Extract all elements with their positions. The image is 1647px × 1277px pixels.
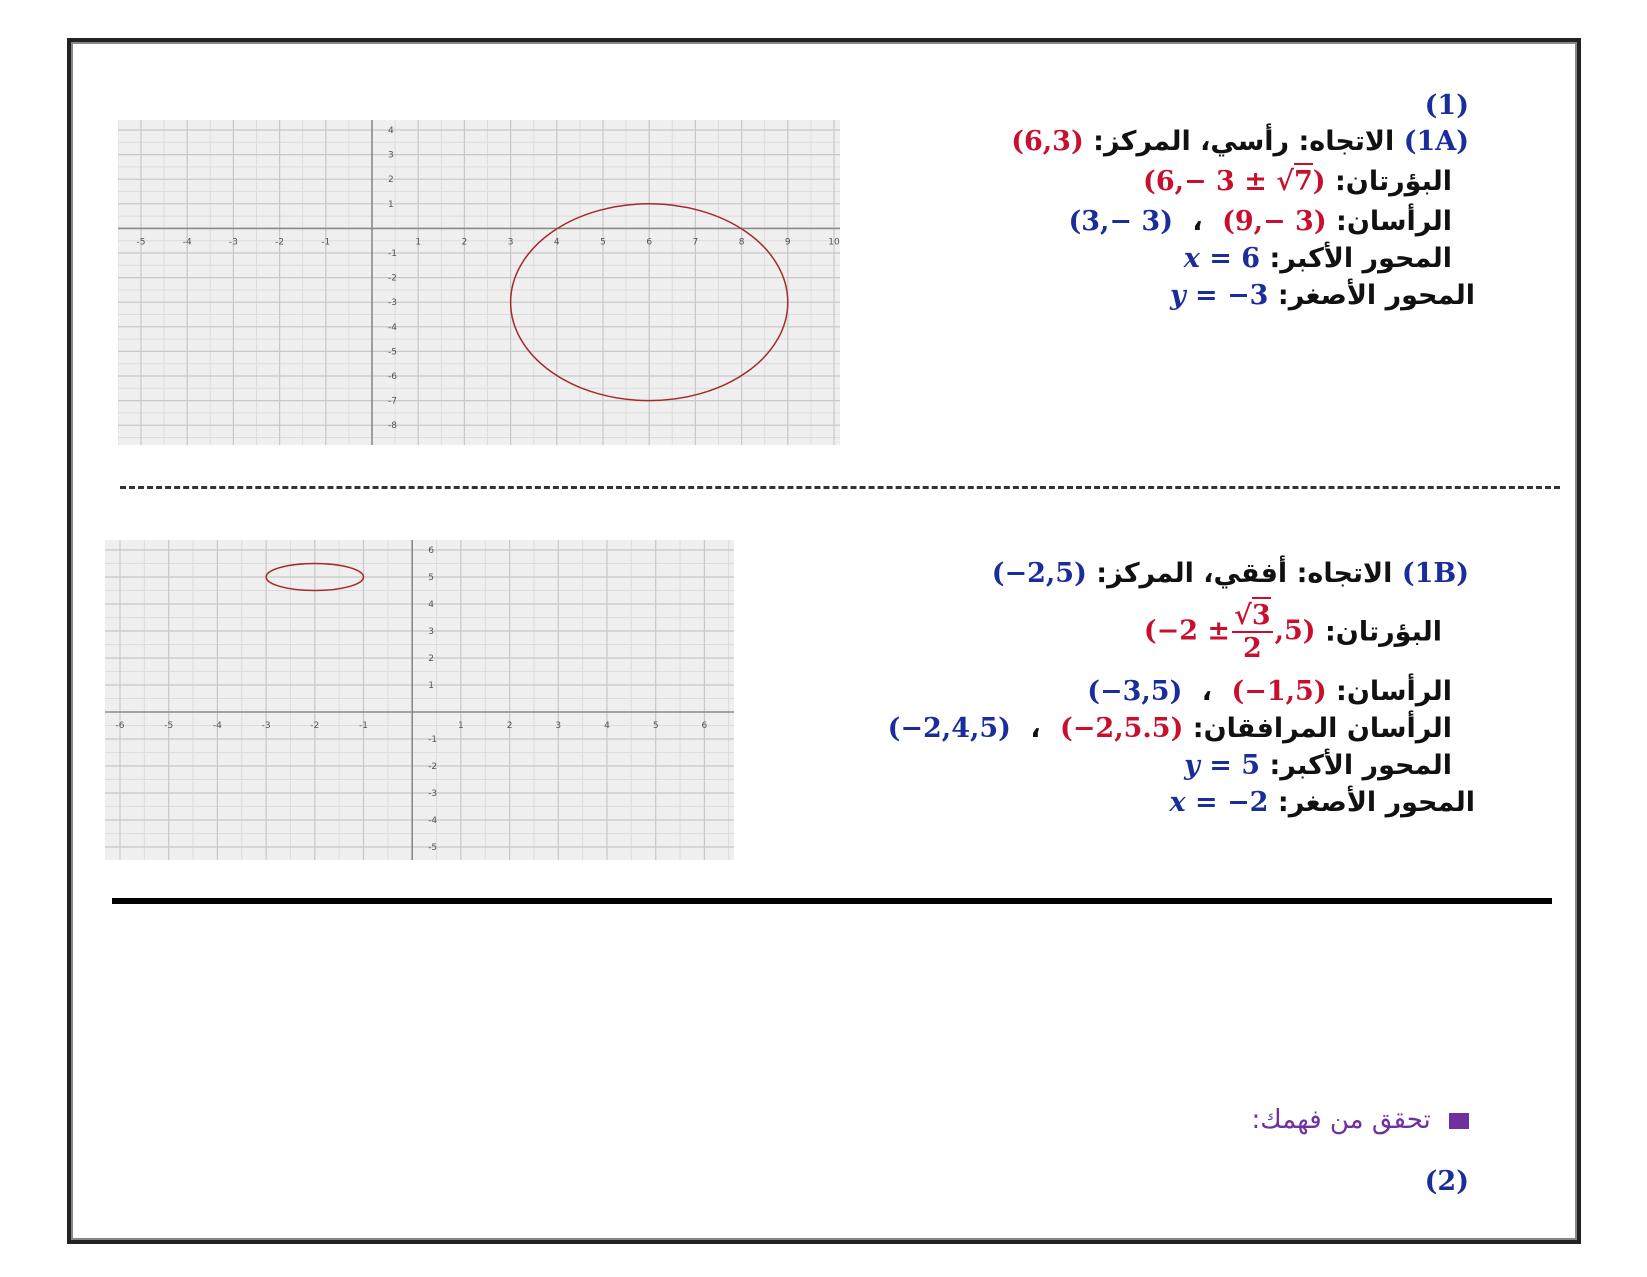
- section-divider-solid: [112, 898, 1552, 904]
- part-1a-foci-line: [1143, 166, 1452, 197]
- g1-y-tick-label: -6: [388, 372, 397, 382]
- part-1b-covertex-1: (−2,5.5): [1060, 713, 1184, 744]
- part-1b-vertex-1: (−1,5): [1231, 676, 1327, 707]
- g2-y-tick-label: -3: [428, 789, 438, 799]
- g2-y-tick-label: -4: [428, 816, 438, 826]
- part-1a-minor-label: المحور الأصغر:: [1277, 280, 1475, 311]
- g1-y-tick-label: 4: [388, 126, 394, 136]
- g2-y-tick-label: -2: [428, 762, 438, 772]
- g2-y-tick-label: 6: [428, 546, 434, 556]
- part-1a-foci-label: البؤرتان:: [1334, 166, 1452, 197]
- g1-x-tick-label: 1: [415, 237, 422, 248]
- g1-y-tick-label: -5: [388, 347, 397, 358]
- graph-1: [118, 120, 840, 445]
- g1-x-tick-label: -1: [321, 237, 331, 248]
- part-1a-vertex-1: (9,− 3): [1222, 206, 1327, 237]
- part-1a-vertex-2: (3,− 3): [1068, 206, 1173, 237]
- g2-x-tick-label: 4: [604, 721, 610, 731]
- g1-y-tick-label: -3: [388, 298, 397, 309]
- part-1a-major-value: x = 6: [1183, 243, 1261, 274]
- graph-2-background: [105, 540, 734, 860]
- g1-y-tick-label: -2: [388, 273, 397, 284]
- g1-x-tick-label: 9: [784, 237, 791, 248]
- g2-x-tick-label: 6: [701, 721, 708, 731]
- part-1b-vertex-2: (−3,5): [1087, 676, 1183, 707]
- g1-y-tick-label: 3: [388, 150, 394, 161]
- part-1a-direction-line: [1011, 126, 1469, 157]
- part-1b-covertex-2: (−2,4,5): [887, 713, 1011, 744]
- g1-y-tick-label: -7: [388, 396, 397, 407]
- g1-x-tick-label: 5: [600, 237, 606, 248]
- g2-y-tick-label: 3: [428, 627, 434, 637]
- part-1b-major-axis-line: [1184, 750, 1452, 781]
- problem-2-label: (2): [1424, 1166, 1469, 1197]
- graph-2: [105, 540, 734, 860]
- part-1b-major-value: y = 5: [1184, 750, 1261, 781]
- part-1b-minor-value: x = −2: [1169, 787, 1269, 818]
- g1-x-tick-label: -3: [228, 237, 238, 248]
- square-bullet-icon: [1449, 1113, 1469, 1129]
- part-1a-direction-text: الاتجاه: رأسي، المركز:: [1093, 126, 1395, 157]
- part-1a-center: (6,3): [1011, 126, 1084, 157]
- part-1a-label: (1A): [1403, 126, 1469, 157]
- part-1b-vertices-label: الرأسان:: [1336, 676, 1452, 707]
- g2-y-tick-label: 4: [428, 600, 434, 610]
- problem-1-label: (1): [1424, 90, 1469, 121]
- part-1a-vertices-label: الرأسان:: [1336, 206, 1452, 237]
- part-1b-minor-axis-line: [1170, 787, 1475, 818]
- part-1b-major-label: المحور الأكبر:: [1269, 750, 1452, 781]
- g2-y-tick-label: -5: [428, 843, 438, 853]
- part-1b-covertices-line: [888, 713, 1452, 744]
- section-divider-dashed: [120, 486, 1560, 489]
- g1-x-tick-label: -4: [182, 237, 192, 248]
- g1-x-tick-label: -2: [275, 237, 285, 248]
- part-1b-foci-label: البؤرتان:: [1324, 616, 1442, 648]
- check-understanding-heading: تحقق من فهمك:: [1252, 1105, 1470, 1135]
- g1-y-tick-label: 1: [388, 199, 394, 210]
- part-1b-direction-line: [992, 558, 1469, 589]
- part-1a-minor-value: y = −3: [1169, 280, 1269, 311]
- part-1b-label: (1B): [1401, 558, 1469, 589]
- g1-x-tick-label: 8: [738, 237, 745, 248]
- g2-x-tick-label: -3: [261, 721, 271, 731]
- part-1b-direction-text: الاتجاه: أفقي، المركز:: [1096, 558, 1393, 589]
- g2-y-tick-label: 5: [428, 573, 434, 583]
- g1-x-tick-label: 7: [692, 237, 699, 248]
- part-1b-minor-label: المحور الأصغر:: [1277, 787, 1475, 818]
- g1-y-tick-label: -1: [388, 249, 397, 259]
- g2-x-tick-label: 1: [458, 721, 464, 731]
- g2-x-tick-label: 2: [506, 721, 513, 731]
- g1-x-tick-label: 6: [646, 237, 653, 248]
- g2-x-tick-label: -6: [115, 721, 125, 731]
- g1-y-tick-label: -8: [388, 421, 397, 432]
- g2-y-tick-label: -1: [428, 735, 438, 745]
- g1-x-tick-label: 4: [553, 237, 560, 248]
- g1-y-tick-label: 2: [388, 175, 394, 186]
- g2-y-tick-label: 1: [428, 681, 434, 691]
- separator: ،: [1030, 713, 1041, 744]
- separator: ،: [1201, 676, 1213, 707]
- part-1b-covertices-label: الرأسان المرافقان:: [1192, 713, 1452, 744]
- graph-1-background: [118, 120, 840, 445]
- g2-x-tick-label: 3: [555, 721, 562, 731]
- g2-y-tick-label: 2: [428, 654, 434, 664]
- part-1a-major-axis-line: [1184, 243, 1452, 274]
- g2-x-tick-label: -2: [310, 721, 320, 731]
- part-1a-vertices-line: [1068, 206, 1452, 237]
- part-1a-major-label: المحور الأكبر:: [1269, 243, 1452, 274]
- part-1a-minor-axis-line: [1170, 280, 1475, 311]
- part-1a-foci-value: (6,− 3 ± √7): [1143, 166, 1326, 197]
- part-1b-foci-line: [1144, 602, 1442, 662]
- g2-x-tick-label: -5: [164, 721, 174, 731]
- g1-x-tick-label: -5: [136, 237, 146, 248]
- g2-x-tick-label: -4: [212, 721, 222, 731]
- g2-x-tick-label: 5: [652, 721, 659, 731]
- g1-x-tick-label: 2: [461, 237, 468, 248]
- part-1b-center: (−2,5): [991, 558, 1087, 589]
- separator: ،: [1192, 206, 1203, 237]
- part-1b-vertices-line: [1087, 676, 1452, 707]
- g1-x-tick-label: 3: [507, 237, 514, 248]
- g1-x-tick-label: 10: [828, 237, 840, 248]
- g1-y-tick-label: -4: [388, 322, 397, 333]
- g2-x-tick-label: -1: [359, 721, 368, 731]
- part-1b-foci-value: (−2 ± $\frac{√3}{2}$ ,5): [1144, 602, 1316, 662]
